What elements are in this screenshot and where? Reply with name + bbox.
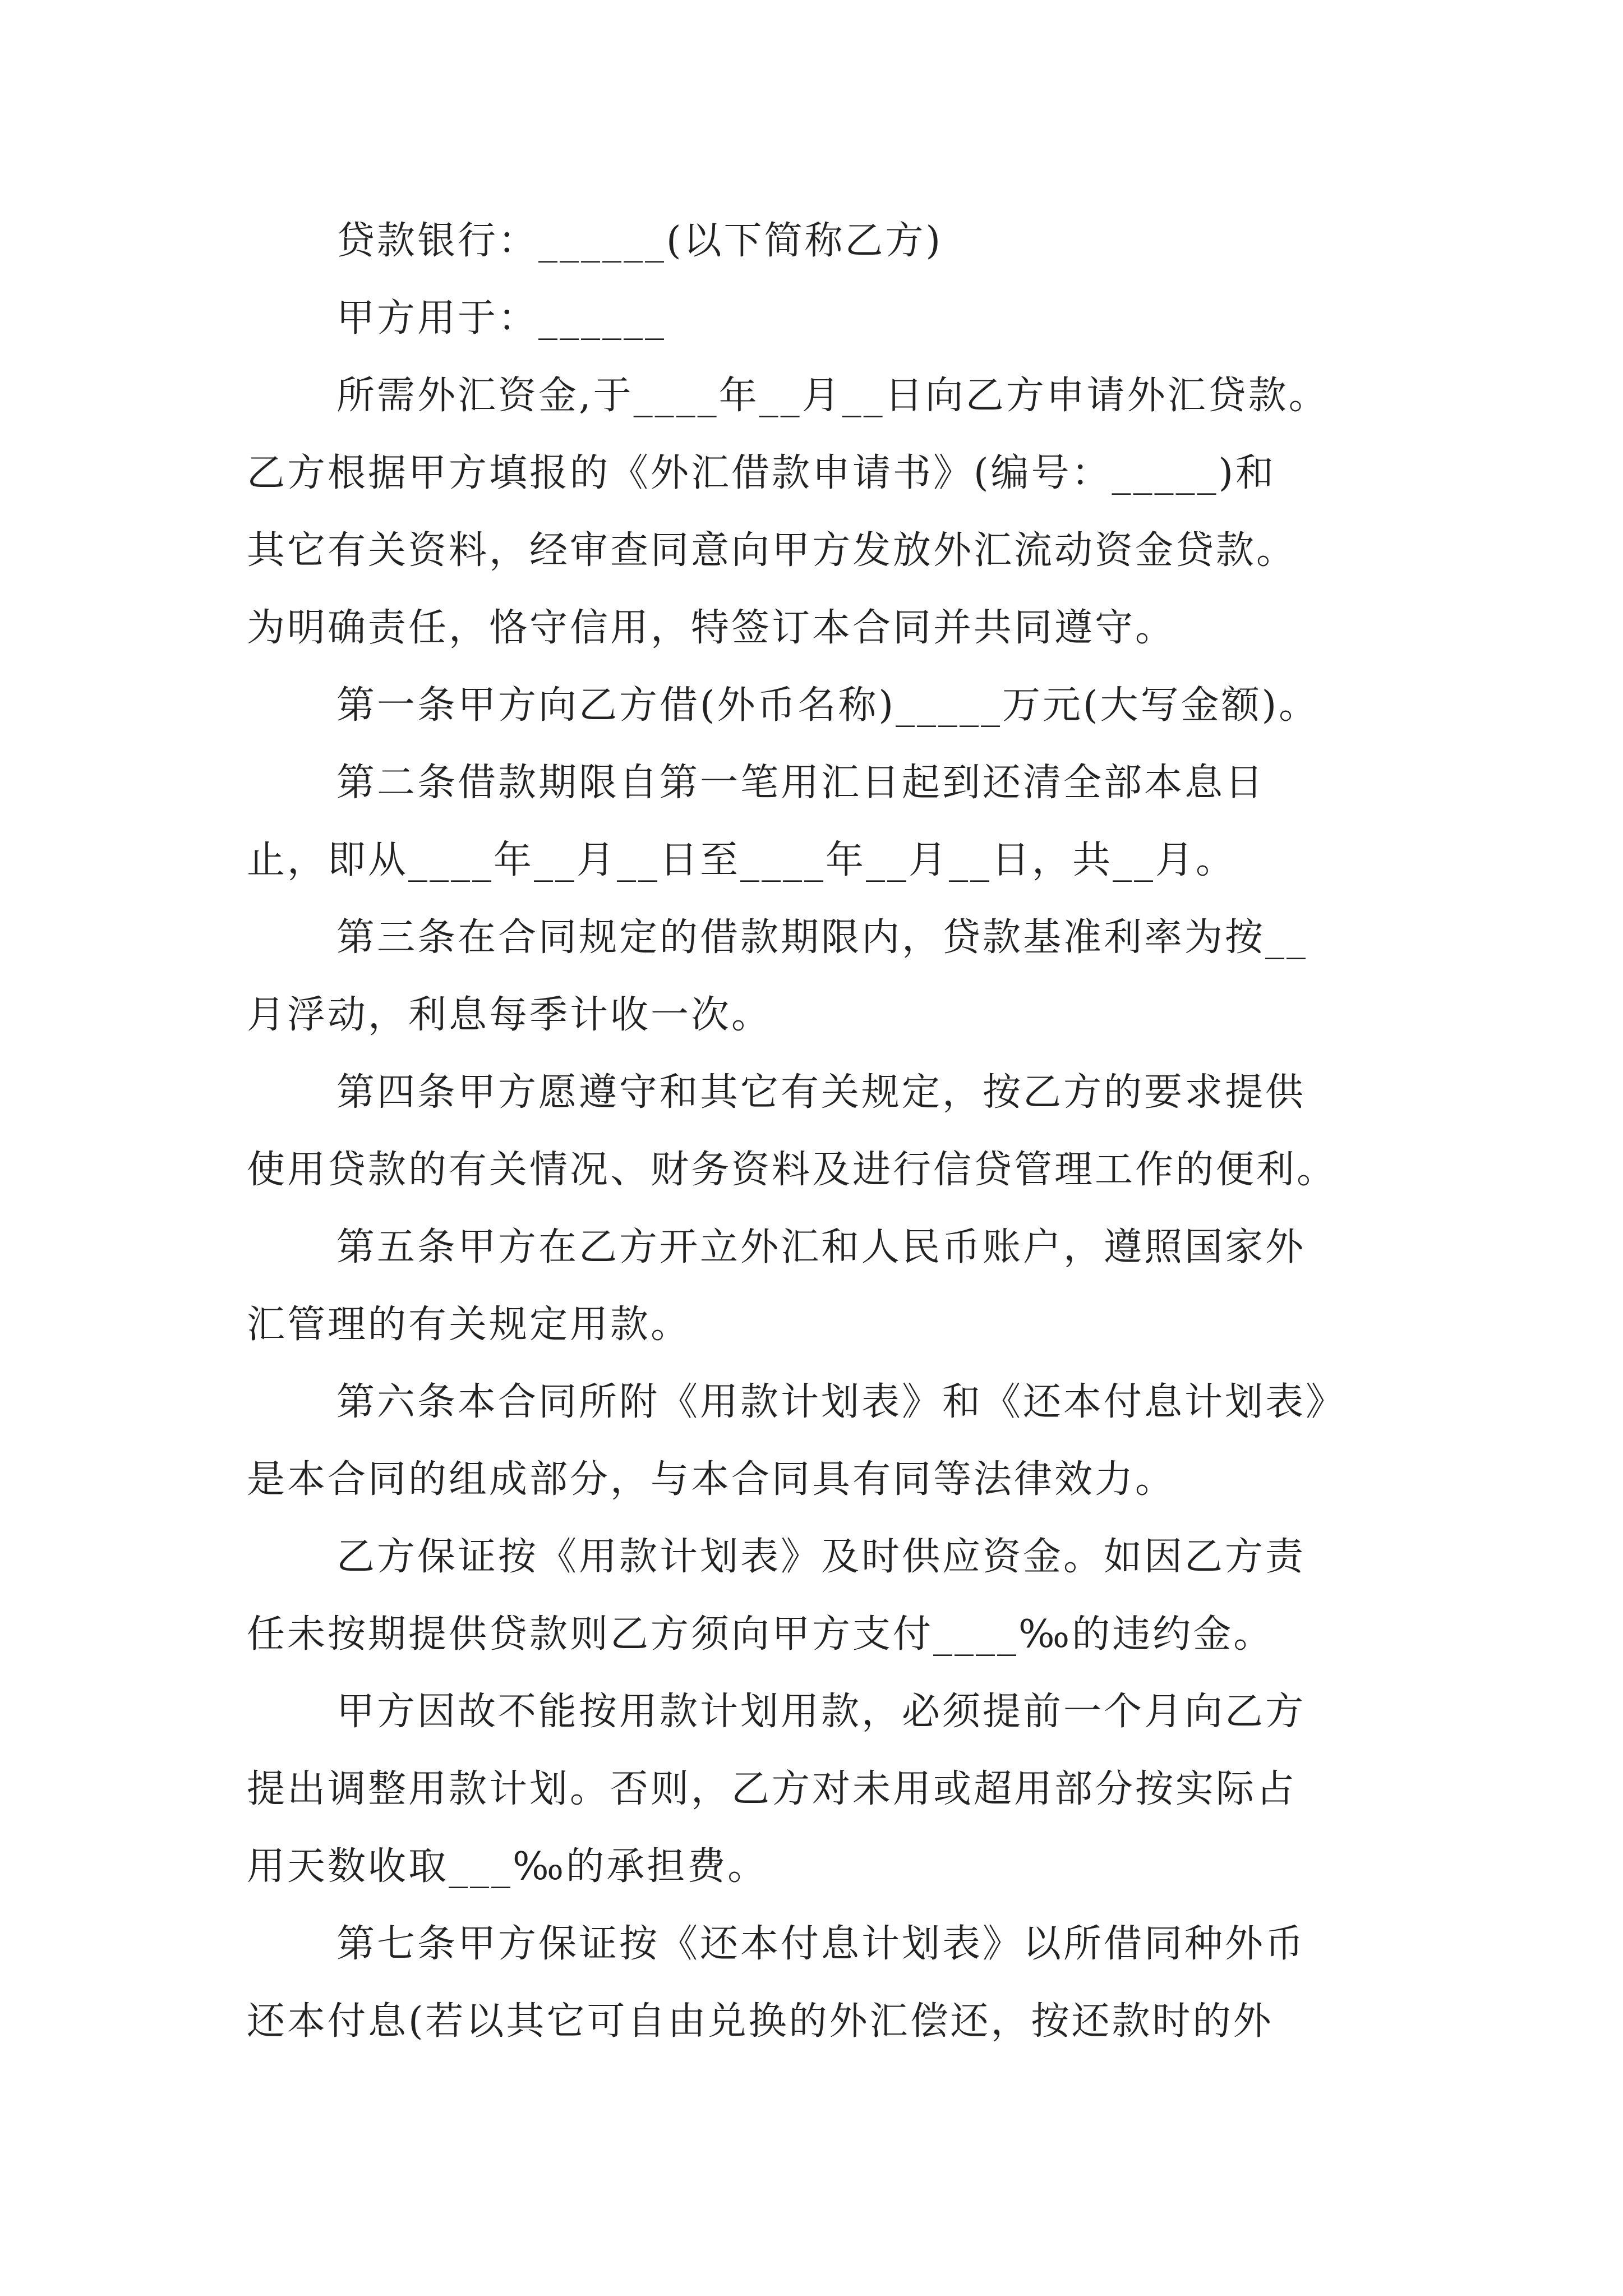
text-line-article-3-cont: 月浮动，利息每季计收一次。	[247, 993, 772, 1037]
text-line-article-5: 第五条甲方在乙方开立外汇和人民币账户，遵照国家外	[336, 1225, 1306, 1269]
text-line-party-a-purpose: 甲方用于：______	[336, 296, 667, 341]
text-line-application-date: 所需外汇资金,于____年__月__日向乙方申请外汇贷款。	[336, 374, 1329, 418]
text-line-article-7-cont: 还本付息(若以其它可自由兑换的外汇偿还，按还款时的外	[247, 1999, 1274, 2044]
text-line-approval: 其它有关资料，经审查同意向甲方发放外汇流动资金贷款。	[247, 528, 1297, 573]
text-line-article-4: 第四条甲方愿遵守和其它有关规定，按乙方的要求提供	[336, 1070, 1306, 1115]
text-line-article-5-cont: 汇管理的有关规定用款。	[247, 1303, 691, 1347]
text-line-lender-bank: 贷款银行：______(以下简称乙方)	[336, 219, 943, 263]
text-line-funding-guarantee: 乙方保证按《用款计划表》及时供应资金。如因乙方责	[336, 1535, 1306, 1579]
text-line-application-form: 乙方根据甲方填报的《外汇借款申请书》(编号：_____)和	[247, 451, 1276, 495]
text-line-article-6: 第六条本合同所附《用款计划表》和《还本付息计划表》	[336, 1380, 1347, 1424]
text-line-penalty: 任未按期提供贷款则乙方须向甲方支付____‰的违约金。	[247, 1612, 1274, 1657]
text-line-article-4-cont: 使用贷款的有关情况、财务资料及进行信贷管理工作的便利。	[247, 1148, 1338, 1192]
text-line-responsibility: 为明确责任，恪守信用，特签订本合同并共同遵守。	[247, 606, 1176, 650]
text-line-plan-adjustment: 甲方因故不能按用款计划用款，必须提前一个月向乙方	[336, 1690, 1306, 1734]
text-line-article-7: 第七条甲方保证按《还本付息计划表》以所借同种外币	[336, 1922, 1306, 1966]
text-line-commitment-fee: 用天数收取___‰的承担费。	[247, 1844, 768, 1889]
text-line-article-3: 第三条在合同规定的借款期限内，贷款基准利率为按__	[336, 915, 1308, 960]
text-line-plan-adjustment-cont: 提出调整用款计划。否则，乙方对未用或超用部分按实际占	[247, 1767, 1297, 1811]
text-line-article-2: 第二条借款期限自第一笔用汇日起到还清全部本息日	[336, 761, 1266, 805]
text-line-article-1: 第一条甲方向乙方借(外币名称)_____万元(大写金额)。	[336, 683, 1320, 728]
text-line-article-6-cont: 是本合同的组成部分，与本合同具有同等法律效力。	[247, 1457, 1176, 1502]
text-line-article-2-cont: 止，即从____年__月__日至____年__月__日，共__月。	[247, 838, 1237, 882]
